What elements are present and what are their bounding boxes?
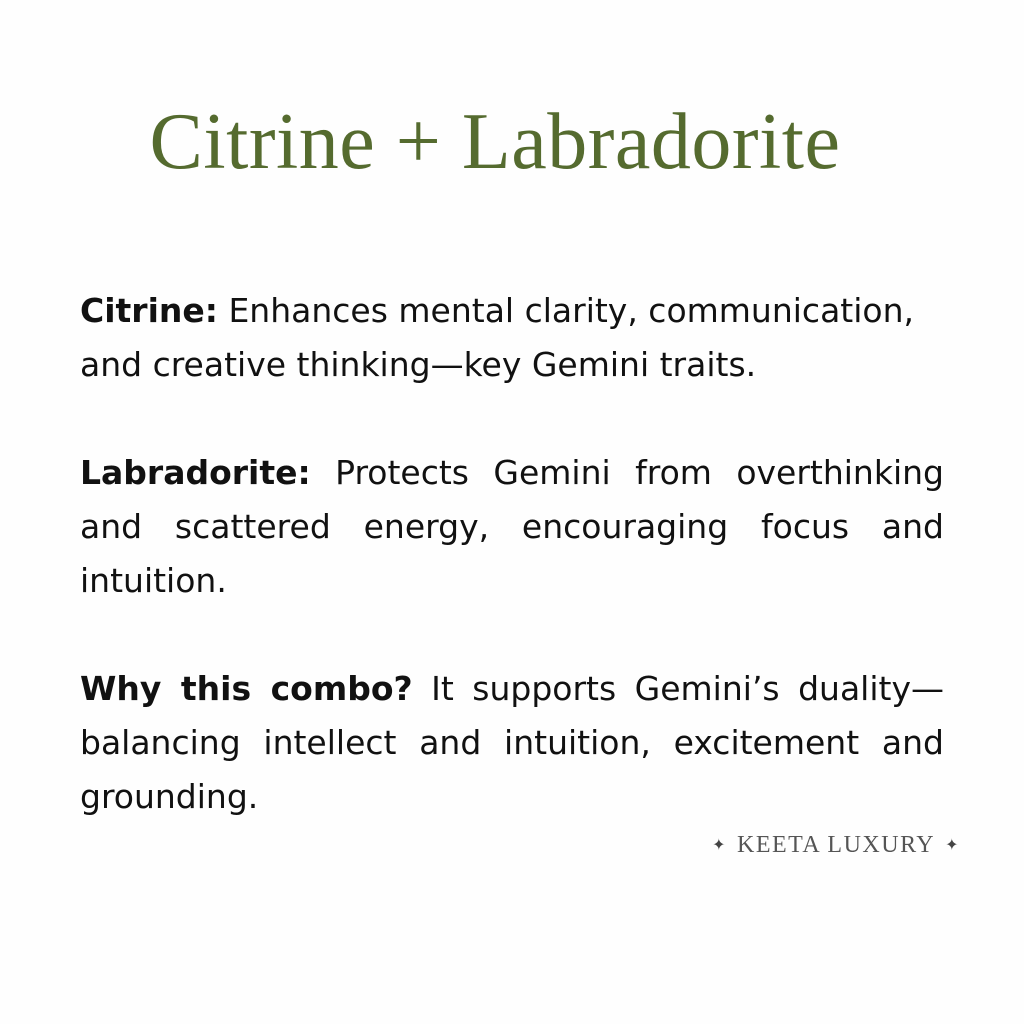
combo-paragraph bbox=[80, 662, 944, 824]
brand-signature bbox=[712, 832, 960, 859]
description-body bbox=[80, 284, 944, 824]
labradorite-paragraph bbox=[80, 446, 944, 608]
sparkle-icon: ✦ bbox=[945, 836, 960, 854]
sparkle-icon: ✦ bbox=[712, 836, 728, 854]
brand-name: KEETA LUXURY bbox=[737, 832, 936, 858]
combo-text: It supports Gemini’s duality—balancing intellect and intuition, excitement and grounding. bbox=[80, 669, 944, 816]
citrine-label: Citrine: bbox=[80, 291, 218, 330]
labradorite-label: Labradorite: bbox=[80, 453, 311, 492]
labradorite-text: Protects Gemini from overthinking and scattered energy, encouraging focus and intuition. bbox=[80, 453, 944, 600]
page-title: Citrine + Labradorite bbox=[149, 98, 841, 186]
citrine-text: Enhances mental clarity, communication, and creative thinking—key Gemini traits. bbox=[80, 291, 914, 384]
citrine-paragraph bbox=[80, 284, 944, 392]
combo-label: Why this combo? bbox=[80, 669, 413, 708]
